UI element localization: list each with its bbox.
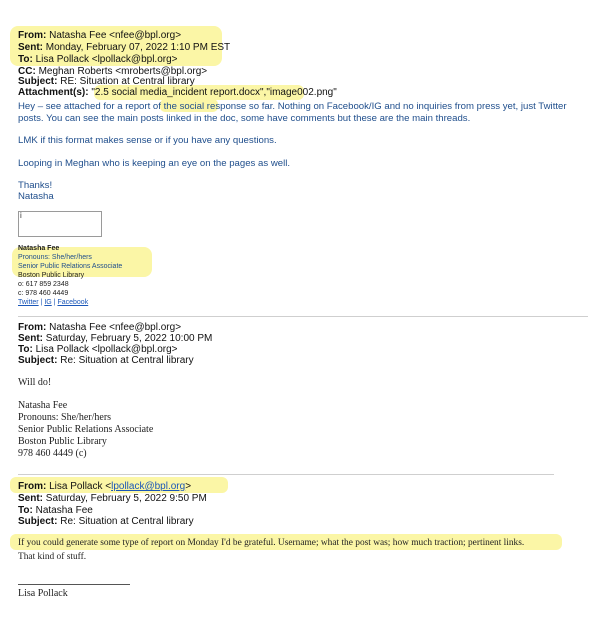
- email3-body-line2: That kind of stuff.: [18, 552, 87, 562]
- sig1-cell: c: 978 460 4449: [18, 290, 69, 297]
- to-label: To:: [18, 505, 33, 516]
- sig1-social-links: [18, 299, 88, 308]
- email2-subject: [18, 355, 194, 367]
- attachment-value[interactable]: "2.5 social media_incident report.docx","image002.png": [91, 87, 337, 98]
- separator: |: [51, 299, 58, 306]
- signature-image-placeholder: [18, 211, 102, 237]
- email1-thanks: Thanks!: [18, 180, 53, 191]
- sent-value: Saturday, February 5, 2022 9:50 PM: [45, 493, 207, 504]
- to-label: To:: [18, 54, 33, 65]
- sig3-name: Lisa Pollack: [18, 588, 68, 599]
- subject-value: Re: Situation at Central library: [60, 516, 194, 527]
- from-value: Natasha Fee <nfee@bpl.org>: [49, 322, 182, 333]
- email1-body-line2: posts. You can see the main posts linked in the doc, some have comments but these are the main threads.: [18, 113, 471, 124]
- sig2-phone: 978 460 4449 (c): [18, 448, 87, 459]
- sig2-org: Boston Public Library: [18, 436, 107, 447]
- sig1-office: o: 617 859 2348: [18, 281, 69, 288]
- subject-label: Subject:: [18, 355, 58, 366]
- instagram-link[interactable]: IG: [44, 299, 52, 306]
- divider-2: [18, 474, 554, 475]
- from-name: Lisa Pollack <: [49, 481, 112, 492]
- cc-value: Meghan Roberts <mroberts@bpl.org>: [38, 66, 208, 77]
- subject-label: Subject:: [18, 76, 58, 87]
- email3-subject: [18, 516, 194, 528]
- from-bracket: >: [185, 481, 192, 492]
- to-value: Natasha Fee: [35, 505, 93, 516]
- subject-label: Subject:: [18, 516, 58, 527]
- to-value: Lisa Pollack <lpollack@bpl.org>: [35, 344, 178, 355]
- email1-to: [18, 54, 178, 66]
- from-label: From:: [18, 481, 47, 492]
- email1-from: [18, 30, 181, 42]
- from-value: Natasha Fee <nfee@bpl.org>: [49, 30, 182, 41]
- sig2-name: Natasha Fee: [18, 400, 68, 411]
- to-value: Lisa Pollack <lpollack@bpl.org>: [35, 54, 178, 65]
- email2-body: Will do!: [18, 377, 52, 388]
- sent-value: Saturday, February 5, 2022 10:00 PM: [45, 333, 213, 344]
- from-label: From:: [18, 30, 47, 41]
- email3-sent: [18, 493, 207, 505]
- to-label: To:: [18, 344, 33, 355]
- sig1-title: Senior Public Relations Associate: [18, 263, 123, 270]
- sig1-org: Boston Public Library: [18, 272, 85, 279]
- sent-label: Sent:: [18, 493, 43, 504]
- email1-body-looping: Looping in Meghan who is keeping an eye on the pages as well.: [18, 158, 291, 169]
- sent-label: Sent:: [18, 42, 43, 53]
- email1-body-line1: Hey – see attached for a report of the social response so far. Nothing on Facebook/IG and no inquiries from press yet, just Twitter: [18, 101, 567, 112]
- email1-signoff: Natasha: [18, 191, 54, 202]
- cc-label: CC:: [18, 66, 36, 77]
- sig1-pronouns: Pronouns: She/her/hers: [18, 254, 92, 261]
- email3-from: [18, 481, 191, 493]
- twitter-link[interactable]: Twitter: [18, 299, 39, 306]
- from-label: From:: [18, 322, 47, 333]
- sig2-title: Senior Public Relations Associate: [18, 424, 154, 435]
- sig1-name: Natasha Fee: [18, 245, 60, 252]
- email1-body-format: LMK if this format makes sense or if you have any questions.: [18, 135, 277, 146]
- subject-value: RE: Situation at Central library: [60, 76, 195, 87]
- image-placeholder-glyph: i: [20, 211, 22, 220]
- divider-1: [18, 316, 588, 317]
- facebook-link[interactable]: Facebook: [57, 299, 89, 306]
- email1-sent: [18, 42, 230, 54]
- sig2-pronouns: Pronouns: She/her/hers: [18, 412, 112, 423]
- signature-line: [18, 584, 130, 585]
- sent-value: Monday, February 07, 2022 1:10 PM EST: [45, 42, 231, 53]
- email1-attachments: [18, 87, 337, 99]
- subject-value: Re: Situation at Central library: [60, 355, 194, 366]
- from-email-link[interactable]: lpollack@bpl.org: [111, 481, 186, 492]
- sent-label: Sent:: [18, 333, 43, 344]
- email3-body-line1: If you could generate some type of report on Monday I'd be grateful. Username; what the post was; how much traction; pertinent links.: [18, 538, 525, 548]
- attachment-label: Attachment(s):: [18, 87, 89, 98]
- separator: |: [38, 299, 45, 306]
